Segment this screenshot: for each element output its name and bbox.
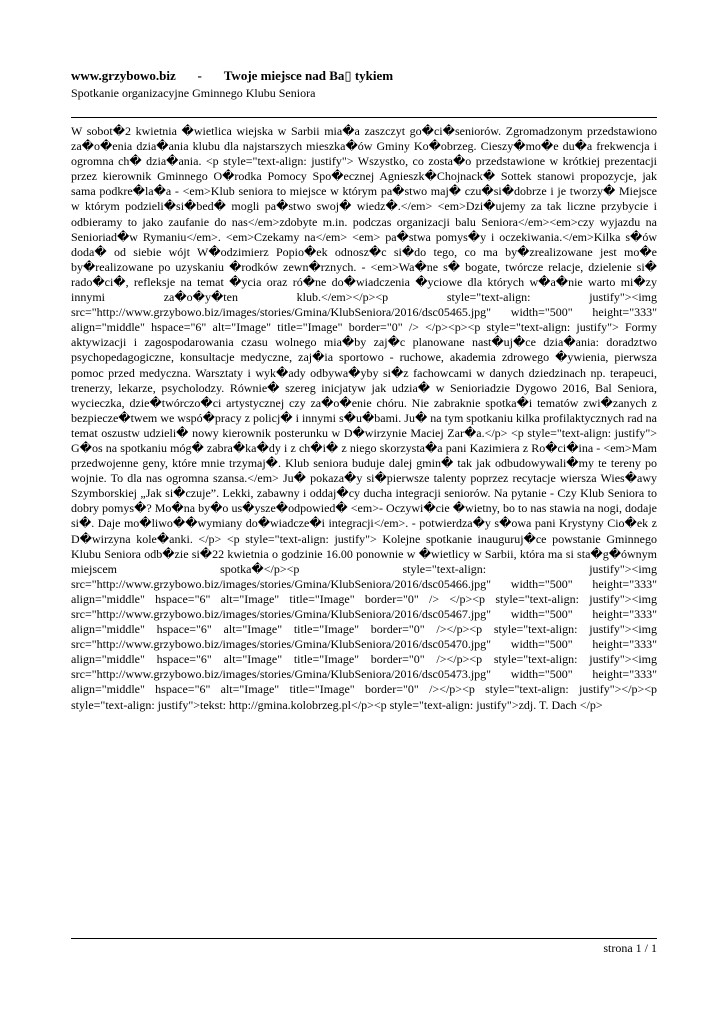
site-url: www.grzybowo.biz [71, 68, 176, 83]
article-text: W sobot�2 kwietnia �wietlica wiejska w Sarbii mia�a zaszczyt go�ci�seniorów. Zgromadzonym przedstawiono za�o�enia dzia�ania klubu dla najstarszych mieszka�ów Gminy Ko�obrzeg. Cieszy�mo�e du�a frekwencja i ogromna ch� dzia�ania. <p style="text-align: justify"> Wszystko, co zosta�o przedstawione w krótkiej prezentacji przez kierownik Gminnego O�rodka Pomocy Spo�ecznej Agnieszk�Chojnack� Sottek stanowi propozycje, jak sama podkre�la�a - <em>Klub seniora to miejsce w którym pa�stwo maj� czu�si�dobrze i je tworzy� Miejsce w którym podzieli�si�bed� mogli pa�stwo swoj� wiedz�.</em> <em>Dzi�ujemy za tak liczne przybycie i odbieramy to jako zaufanie do nas</em>zdobyte m.in. podczas organizacji balu Seniora</em><em>czy wyjazdu na Senioriad�w Rymaniu</em>. <em>Czekamy na</em> <em> pa�stwa pomys�y i oczekiwania.</em>Kilka s�ów doda� od siebie wójt W�odzimierz Popio�ek odnosz�c si�do tego, co ma by�zrealizowane jest mo�e by�realizowane po uzyskaniu �rodków zewn�rznych. - <em>Wa�ne s� bogate, twórcze relacje, dzielenie si� rado�ci�, refleksje na temat �ycia oraz ró�ne do�wiadczenia �yciowe dla których w�a�nie warto mi�zy innymi za�o�y�ten klub.</em></p><p style="text-align: justify"><img src="http://www.grzybowo.biz/images/stories/Gmina/KlubSeniora/2016/dsc05465.jpg" width="500" height="333" align="middle" hspace="6" alt="Image" title="Image" border="0" /> </p><p><p style="text-align: justify"> Formy aktywizacji i zagospodarowania czasu wolnego mia�by zaj�c planowane nast�uj�ce dzia�ania: doradztwo psychopedagogiczne, konsultacje medyczne, zaj�ia sportowo - ruchowe, akademia zdrowego �ywienia, pierwsza pomoc przed medyczna. Warsztaty i wyk�ady odbywa�yby si�z fachowcami w danych dziedzinach np. terapeuci, trenerzy, lekarze, psycholodzy. Równie� szereg inicjatyw jak udzia� w Senioriadzie Dygowo 2016, Bal Seniora, wycieczka, dzie�twórczo�ci artystycznej czy za�o�enie chóru. Nie zabraknie spotka�i tematów zwi�zanych z bezpiecze�twem we wspó�pracy z policj� i innymi s�u�bami. Ju� na tym spotkaniu kilka profilaktycznych rad na temat oszustw udzieli� nowy kierownik posterunku w D�wirzynie Maciej Zar�a.</p> <p style="text-align: justify"> G�os na spotkaniu móg� zabra�ka�dy i z ch�i� z niego skorzysta�a pani Kazimiera z Ro�ci�ina - <em>Mam przedwojenne geny, które mnie trzymaj�. Klub seniora buduje dalej gmin� tak jak odbudowywali�my te tereny po wojnie. To dla nas ogromna szansa.</em> Ju� pokaza�y si�pierwsze talenty poprzez recytacje wiersza Wies�awy Szymborskiej „Jak si�czuje”. Lekki, zabawny i oddaj�cy ducha integracji seniorów. Na pytanie - Czy Klub Seniora to dobry pomys�? Mo�na by�o us�ysze�odpowied� <em>- Oczywi�cie �wietny, bo to nas stawia na nogi, dodaje si�. Daje mo�liwo��wymiany do�wiadcze�i integracji</em>. - potwierdza�y s�owa pani Krystyny Cio�ek z D�wirzyna kole�anki. </p> <p style="text-align: justify"> Kolejne spotkanie inauguruj�ce powstanie Gminnego Klubu Seniora odb�zie si�22 kwietnia o godzinie 16.00 ponownie w �wietlicy w Sarbii, która ma si sta�g�ównym miejscem spotka�</p><p style="text-align: justify"><img src="http://www.grzybowo.biz/images/stories/Gmina/KlubSeniora/2016/dsc05466.jpg" width="500" height="333" align="middle" hspace="6" alt="Image" title="Image" border="0" /> </p><p style="text-align: justify"><img src="http://www.grzybowo.biz/images/stories/Gmina/KlubSeniora/2016/dsc05467.jpg" width="500" height="333" align="middle" hspace="6" alt="Image" title="Image" border="0" /></p><p style="text-align: justify"><img src="http://www.grzybowo.biz/images/stories/Gmina/KlubSeniora/2016/dsc05470.jpg" width="500" height="333" align="middle" hspace="6" alt="Image" title="Image" border="0" /></p><p style="text-align: justify"><img src="http://www.grzybowo.biz/images/stories/Gmina/KlubSeniora/2016/dsc05473.jpg" width="500" height="333" align="middle" hspace="6" alt="Image" title="Image" border="0" /></p><p style="text-align: justify"></p><p style="text-align: justify">tekst: http://gmina.kolobrzeg.pl</p><p style="text-align: justify">zdj. T. Dach </p> [71, 124, 657, 712]
page-number: strona 1 / 1 [603, 941, 657, 955]
header-divider [71, 117, 657, 118]
article-body [71, 124, 657, 713]
page-footer [603, 941, 657, 956]
footer-divider [71, 938, 657, 939]
site-tagline: Twoje miejsce nad Ba▯ tykiem [223, 68, 394, 83]
site-title-line [71, 68, 657, 84]
article-title: Spotkanie organizacyjne Gminnego Klubu Seniora [71, 86, 316, 100]
title-separator: - [197, 68, 202, 83]
page-header [71, 68, 657, 101]
